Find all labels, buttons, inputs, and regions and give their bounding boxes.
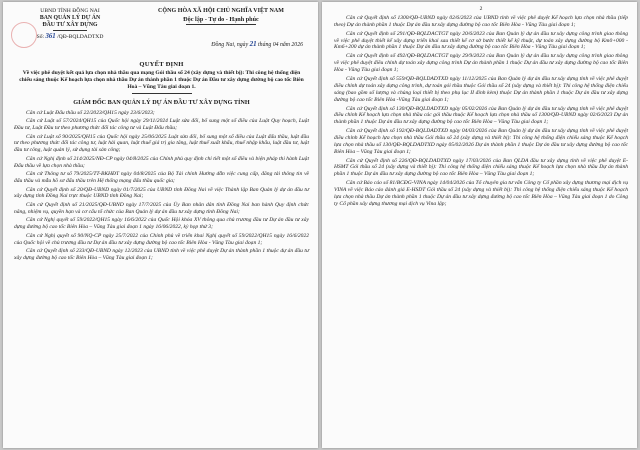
legal-basis-paragraph: Căn cứ Quyết định số 21/2025/QĐ-UBND ngày 17/7/2025 của Ủy Ban nhân dân tỉnh Đồng Nai ban hành Quy định chức năng, nhiệm vụ, quyền hạn và cơ cấu tổ chức của Ban Quản lý dự án đầu tư xây dựng tỉnh Đồng Nai; [14, 201, 309, 215]
document-title: QUYẾT ĐỊNH [139, 61, 184, 68]
page-number: 2 [479, 6, 483, 12]
legal-basis-paragraph: Căn cứ Quyết định số 20/QĐ-UBND ngày 01/7/2025 của UBND tỉnh Đồng Nai về việc Thành lập Ban Quản lý dự án đầu tư xây dựng tỉnh Đồng Nai trực thuộc UBND tỉnh Đồng Nai; [14, 186, 309, 200]
legal-basis-paragraph: Căn cứ Luật Đấu thầu số 22/2023/QH15 ngày 23/6/2023; [26, 109, 155, 116]
legal-basis-paragraph: Căn cứ Quyết định số 492/QĐ-BQLDACTGT ngày 29/9/2023 của Ban Quản lý dự án đầu tư xây dựng công trình giao thông về việc phê duyệt điều chỉnh dự toán xây dựng công trình Dự án thành phần 1 thuộc Dự án đầu tư xây dựng đường bộ cao tốc Biên Hòa - Vũng Tàu giai đoạn 1; [334, 53, 628, 74]
legal-basis-paragraph: Căn cứ Quyết định số 226/QĐ-BQLDADTXD ngày 17/03/2026 của Ban QLDA đầu tư xây dựng tỉnh về việc phê duyệt E-HSMT Gói thầu số 24 (xây dựng và thiết bị): Thi công hệ thống điện chiếu sáng thuộc Kế hoạch lựa chọn nhà thầu Dự án thành phần 1 thuộc Dự án đầu tư xây dựng đường bộ cao tốc Biên Hòa – Vũng Tàu giai đoạn 1; [334, 157, 628, 178]
date-prefix: Đồng Nai, ngày [211, 42, 250, 48]
date-day-handwritten: 21 [249, 40, 257, 48]
subject-underline [132, 93, 192, 94]
org-name-line1: BAN QUẢN LÝ DỰ ÁN [39, 15, 101, 21]
national-motto [132, 8, 310, 28]
motto-underline [186, 24, 256, 25]
legal-basis-paragraph: Căn cứ Nghị quyết số 59/2022/QH15 ngày 16/6/2022 của Quốc Hội khóa XV thông qua chủ trương đầu tư Dự án đầu tư xây dựng đường bộ cao tốc Biên Hòa – Vũng Tàu giai đoạn 1 ngày 16/06/2022, kỳ họp thứ 3; [14, 217, 309, 231]
legal-basis-paragraph: Căn cứ Quyết định số 291/QĐ-BQLDACTGT ngày 20/6/2023 của Ban Quản lý dự án đầu tư xây dựng công trình giao thông về việc phê duyệt thiết kế xây dựng triển khai sau thiết kế cơ sở bước thiết kế kỹ thuật, dự toán xây dựng đường bộ Km0+000 - Km6+200 dự án thành phần 1 thuộc Dự án đầu tư xây dựng đường bộ cao tốc Biên Hòa - Vũng Tàu giai đoạn 1; [334, 30, 628, 51]
legal-basis-paragraph: Căn cứ Quyết định số 192/QĐ-BQLDADTXD ngày 04/03/2026 của Ban Quản lý dự án đầu tư xây dựng tỉnh về việc phê duyệt điều chỉnh Kế hoạch lựa chọn nhà thầu Gói thầu số 24 (xây dựng và thiết bị): Thi công hệ thống điện chiếu sáng thuộc Kế hoạch lựa chọn nhà thầu số 130/QĐ-BQLDADTXD ngày 05/02/2026 Dự án thành phần 1 thuộc Dự án đầu tư xây dựng đường bộ cao tốc Biên Hòa – Vũng Tàu giai đoạn 1; [334, 128, 628, 155]
issuer-heading: GIÁM ĐỐC BAN QUẢN LÝ DỰ ÁN ĐẦU TƯ XÂY DỰNG TỈNH [73, 98, 250, 106]
legal-basis-paragraph: Căn cứ Luật số 90/2025/QH15 của Quốc hội ngày 25/06/2025 Luật sửa đổi, bổ sung một số điều của Luật đấu thầu, luật đầu tư theo phương thức đối tác công tư, luật hải quan, luật thuế giá trị gia tăng, luật thuế xuất khẩu, thuế nhập khẩu, luật đầu tư, luật đầu tư công, luật quản lý, sử dụng tài sản công; [14, 133, 309, 154]
document-header [14, 6, 309, 60]
docno-handwritten-number: 361 [45, 33, 56, 40]
legal-basis-paragraph: Căn cứ Báo cáo số 81/BCĐG-VINA ngày 14/04/2026 của Tổ chuyên gia tư vấn Công ty Cổ phần xây dựng thương mại dịch vụ VINA về việc Báo cáo đánh giá E-HSDT Gói thầu số 24 (xây dựng và thiết bị): Thi công hệ thống điện chiếu sáng thuộc Kế hoạch lựa chọn nhà thầu Dự án thành phần 1 thuộc Dự án đầu tư xây dựng đường bộ cao tốc Biên Hòa – Vũng Tàu giai đoạn 1 do Công ty Cổ phần xây dựng thương mại dịch vụ Vina lập; [334, 180, 628, 207]
legal-basis-paragraph: Căn cứ Quyết định số 130/QĐ-BQLDADTXD ngày 05/02/2026 của Ban Quản lý dự án đầu tư xây dựng tỉnh về việc phê duyệt điều chỉnh Kế hoạch lựa chọn nhà thầu các gói thầu thuộc Kế hoạch lựa chọn nhà thầu số 1300/QĐ-UBND ngày 02/6/2023 Dự án thành phần 1 thuộc Dự án đầu tư xây dựng đường bộ cao tốc Biên Hòa – Vũng Tàu giai đoạn 1; [334, 105, 628, 126]
issuing-organization [14, 8, 126, 41]
org-underline [53, 30, 87, 31]
issue-date [211, 40, 303, 48]
docno-prefix: Số: [36, 34, 46, 40]
legal-bases-page-1 [14, 110, 309, 262]
date-suffix: tháng 04 năm 2026 [256, 42, 303, 48]
legal-bases-page-2 [334, 15, 628, 208]
nation-name: CỘNG HÒA XÃ HỘI CHỦ NGHĨA VIỆT NAM [158, 8, 284, 14]
legal-basis-paragraph: Căn cứ Luật số 57/2024/QH15 của Quốc hội ngày 29/11/2024 Luật sửa đổi, bổ sung một số điều của Luật Quy hoạch, Luật Đầu tư, Luật Đầu tư theo phương thức đối tác công tư và Luật Đấu thầu; [14, 118, 309, 132]
document-page-1 [3, 2, 318, 448]
document-page-2 [322, 2, 637, 448]
org-province: UBND TỈNH ĐỒNG NAI [40, 8, 100, 14]
legal-basis-paragraph: Căn cứ Nghị định số 214/2025/NĐ-CP ngày 04/8/2025 của Chính phủ quy định chi tiết một số điều và biện pháp thi hành Luật Đấu thầu về lựa chọn nhà thầu; [14, 155, 309, 169]
nation-motto: Độc lập - Tự do - Hạnh phúc [183, 15, 259, 23]
org-name-line2: ĐẦU TƯ XÂY DỰNG [42, 22, 98, 28]
docno-suffix: /QĐ-BQLDADTXD [55, 34, 104, 40]
document-subject: Về việc phê duyệt kết quả lựa chọn nhà thầu qua mạng Gói thầu số 24 (xây dựng và thiết bị): Thi công hệ thống điện chiếu sáng thuộc Kế hoạch lựa chọn nhà thầu Dự án thành phần 1 thuộc Dự án Đầu tư xây dựng đường bộ cao tốc Biên Hoà – Vũng Tàu giai đoạn 1. [19, 70, 304, 90]
legal-basis-paragraph: Căn cứ Nghị quyết số 90/NQ-CP ngày 25/7/2022 của Chính phủ về triển khai Nghị quyết số 59/2022/QH15 ngày 16/6/2022 của Quốc hội về chủ trương đầu tư Dự án đầu tư xây dựng đường bộ cao tốc Biên Hòa - Vũng Tàu giai đoạn 1; [14, 232, 309, 246]
legal-basis-paragraph: Căn cứ Quyết định số 559/QĐ-BQLDADTXD ngày 11/12/2025 của Ban Quản lý dự án đầu tư xây dựng tỉnh về việc phê duyệt điều chỉnh dự toán xây dựng công trình, dự toán gói thầu thuộc Gói thầu số 24 (xây dựng và thiết bị): Thi công hệ thống điện chiếu sáng (bao gồm số lượng và chủng loại thiết bị theo phụ lục II đính kèm) thuộc Dự án thành phần 1 thuộc Dự án đầu tư xây dựng đường bộ cao tốc Biên Hòa -Vũng Tàu giai đoạn 1; [334, 76, 628, 103]
document-number [14, 33, 126, 41]
legal-basis-paragraph: Căn cứ Thông tư số 79/2025/TT-BKHĐT ngày 04/8/2025 của Bộ Tài chính Hướng dẫn việc cung cấp, đăng tải thông tin về đấu thầu và mẫu hồ sơ đấu thầu trên Hệ thống mạng đấu thầu quốc gia; [14, 171, 309, 185]
legal-basis-paragraph: Căn cứ Quyết định số 233/QĐ-UBND ngày 12/2023 của UBND tỉnh về việc phê duyệt Dự án thành phần 1 thuộc dự án đầu tư xây dựng đường bộ cao tốc Biên Hòa – Vũng Tàu giai đoạn 1; [14, 248, 309, 261]
legal-basis-paragraph: Căn cứ Quyết định số 1300/QĐ-UBND ngày 02/6/2023 của UBND tỉnh về việc phê duyệt Kế hoạch lựa chọn nhà thầu (tiếp theo) Dự án thành phần 1 thuộc Dự án đầu tư xây dựng đường bộ cao tốc Biên Hòa - Vũng Tàu giai đoạn 1; [334, 15, 628, 28]
